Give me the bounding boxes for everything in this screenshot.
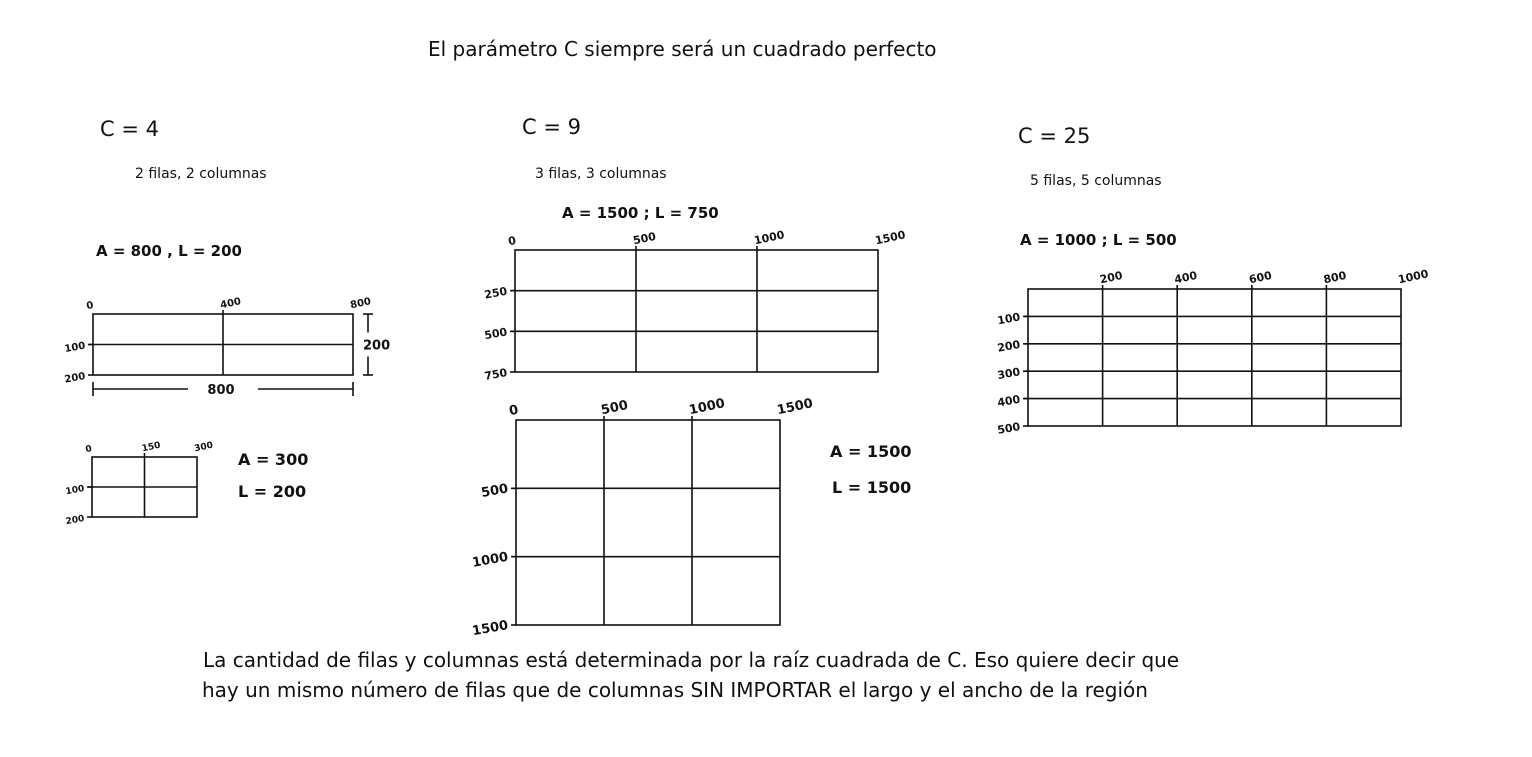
grid-5-left-tick-label: 200 <box>996 337 1022 355</box>
grid-1-left-tick-label: 200 <box>63 371 87 386</box>
grid-3-border <box>515 250 878 372</box>
c9-dims: A = 1500 ; L = 750 <box>562 204 719 222</box>
c4-label: C = 4 <box>100 117 159 141</box>
c4-rows-cols: 2 filas, 2 columnas <box>135 166 267 182</box>
grid-2-left-tick-label: 100 <box>64 484 86 498</box>
grid-4-top-tick-label: 1500 <box>775 396 815 419</box>
grid-3-top-tick-label: 500 <box>631 229 658 248</box>
grid-4-left-tick-label: 500 <box>480 481 510 501</box>
c25-label: C = 25 <box>1018 124 1091 148</box>
grid-5-left-tick-label: 400 <box>996 392 1022 410</box>
footer-line-1: La cantidad de filas y columnas está determinada por la raíz cuadrada de C. Eso quiere decir que <box>203 648 1180 672</box>
c25-dims: A = 1000 ; L = 500 <box>1020 231 1177 249</box>
grid-5-left-tick-label: 300 <box>996 365 1022 383</box>
c25-rows-cols: 5 filas, 5 columnas <box>1030 173 1162 189</box>
grid2-a-label: A = 300 <box>238 450 309 469</box>
grid-5-top-tick-label: 1000 <box>1396 267 1430 287</box>
grid-1-top-tick-label: 400 <box>219 296 243 312</box>
grid-2-top-tick-label: 300 <box>193 440 215 455</box>
grid-3-top-tick-label: 1500 <box>873 228 907 248</box>
grid4-a-label: A = 1500 <box>830 442 912 461</box>
grid-4-left-tick-label: 1500 <box>471 618 510 640</box>
grid-5-top-tick-label: 400 <box>1173 268 1199 287</box>
grid-3-left-tick-label: 500 <box>483 325 509 343</box>
grid-1-top-tick-label: 800 <box>349 296 373 312</box>
c4-dims: A = 800 , L = 200 <box>96 242 242 260</box>
grid-4-border <box>516 420 780 625</box>
grid-1-left-tick-label: 100 <box>63 340 87 356</box>
grid-2-left-tick-label: 200 <box>64 514 86 528</box>
grid-2-top-tick-label: 0 <box>84 444 93 456</box>
diagram-title: El parámetro C siempre será un cuadrado perfecto <box>428 37 937 61</box>
grid-4-top-tick-label: 1000 <box>687 396 727 419</box>
grid-4-top-tick-label: 500 <box>599 398 630 419</box>
grid-5-top-tick-label: 800 <box>1322 268 1348 287</box>
grid-5-left-tick-label: 500 <box>996 420 1022 437</box>
grid-3-left-tick-label: 750 <box>483 366 509 383</box>
height-dimension-label: 200 <box>363 338 391 354</box>
grid-5-top-tick-label: 600 <box>1247 268 1273 287</box>
grid-2-top-tick-label: 150 <box>141 440 162 455</box>
grid4-l-label: L = 1500 <box>832 478 912 497</box>
grid-3-top-tick-label: 0 <box>507 233 518 249</box>
grid-5-left-tick-label: 100 <box>996 310 1022 328</box>
grid2-l-label: L = 200 <box>238 482 307 501</box>
c9-rows-cols: 3 filas, 3 columnas <box>535 166 667 182</box>
c9-label: C = 9 <box>522 115 581 139</box>
grid-5-top-tick-label: 200 <box>1098 268 1124 287</box>
grid-1-top-tick-label: 0 <box>85 299 95 313</box>
grid-4-left-tick-label: 1000 <box>471 549 510 571</box>
grid-3-top-tick-label: 1000 <box>752 228 786 248</box>
width-dimension-label: 800 <box>207 383 235 398</box>
grid-4-top-tick-label: 0 <box>507 402 520 420</box>
grid-3-left-tick-label: 250 <box>483 284 509 302</box>
footer-line-2: hay un mismo número de filas que de columnas SIN IMPORTAR el largo y el ancho de la región <box>202 678 1148 702</box>
grid-5-border <box>1028 289 1401 426</box>
